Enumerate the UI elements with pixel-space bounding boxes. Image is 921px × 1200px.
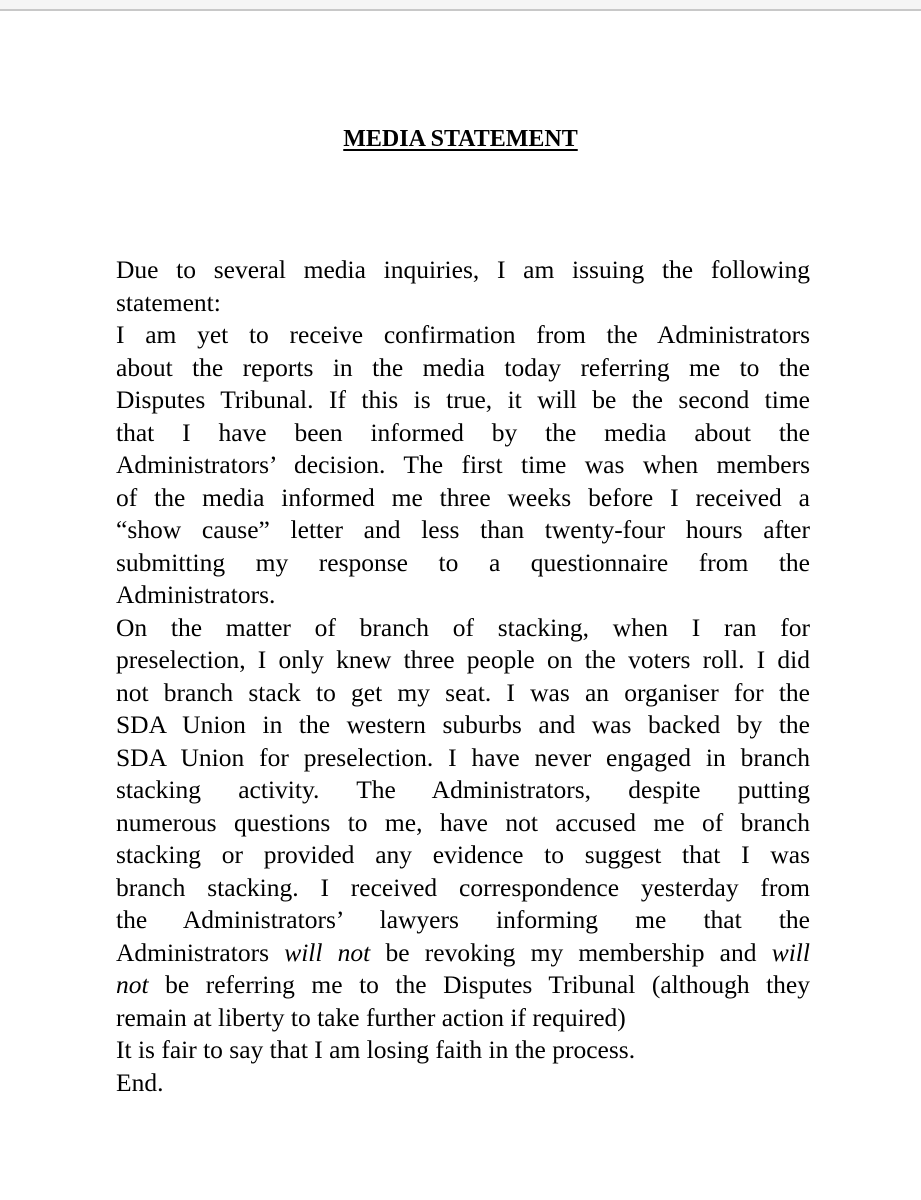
text-segment: about the reports in the media today referring me to the	[116, 352, 810, 382]
text-line	[116, 1002, 810, 1035]
text-line	[116, 384, 810, 417]
italic-text: not	[116, 970, 149, 999]
text-segment: stacking or provided any evidence to suggest that I was	[116, 840, 810, 869]
text-line	[116, 709, 810, 742]
text-segment: the Administrators’ lawyers informing me that the	[116, 905, 810, 934]
text-line	[116, 482, 810, 515]
text-line	[116, 612, 810, 645]
text-segment: Administrators	[116, 937, 285, 967]
text-segment: numerous questions to me, have not accused me of branch	[116, 807, 810, 837]
text-line	[116, 417, 810, 450]
text-segment: Administrators.	[116, 580, 276, 609]
text-segment: SDA Union for preselection. I have never engaged in branch	[116, 742, 810, 772]
text-line	[116, 774, 810, 807]
text-segment: of the media informed me three weeks before I received a	[116, 482, 810, 512]
text-segment: statement:	[116, 287, 221, 317]
italic-text: will not	[284, 937, 371, 967]
text-segment: I am yet to receive confirmation from the Administrators	[116, 320, 810, 349]
document-title: MEDIA STATEMENT	[343, 126, 578, 152]
text-segment: be revoking my membership and	[370, 937, 772, 967]
text-segment: preselection, I only knew three people on the voters roll. I did	[116, 645, 810, 674]
statement-body	[116, 254, 810, 1099]
text-segment: Disputes Tribunal. If this is true, it will be the second time	[116, 385, 810, 414]
text-line	[116, 547, 810, 580]
text-segment: stacking activity. The Administrators, despite putting	[116, 775, 810, 804]
text-line	[116, 742, 810, 775]
text-line	[116, 254, 810, 287]
text-segment: branch stacking. I received correspondence yesterday from	[116, 872, 810, 902]
text-segment: not branch stack to get my seat. I was an organiser for the	[116, 677, 810, 707]
text-segment: It is fair to say that I am losing faith in the process.	[116, 1035, 636, 1064]
text-segment: Due to several media inquiries, I am issuing the following	[116, 255, 810, 284]
text-line	[116, 287, 810, 320]
text-line	[116, 937, 810, 970]
text-line	[116, 319, 810, 352]
text-segment: remain at liberty to take further action if required)	[116, 1002, 626, 1032]
text-segment: End.	[116, 1067, 164, 1097]
text-line	[116, 1067, 810, 1100]
text-line	[116, 514, 810, 547]
text-segment: submitting my response to a questionnaire from the	[116, 547, 810, 577]
viewer-top-bar	[0, 0, 921, 11]
text-line	[116, 807, 810, 840]
text-line	[116, 839, 810, 872]
text-line	[116, 352, 810, 385]
text-line	[116, 579, 810, 612]
text-segment: Administrators’ decision. The first time was when members	[116, 450, 810, 479]
text-line	[116, 904, 810, 937]
text-segment: SDA Union in the western suburbs and was backed by the	[116, 710, 810, 739]
text-line	[116, 677, 810, 710]
text-segment: On the matter of branch of stacking, when I ran for	[116, 612, 810, 642]
text-line	[116, 449, 810, 482]
text-segment: be referring me to the Disputes Tribunal (although they	[148, 970, 810, 999]
text-line	[116, 872, 810, 905]
text-segment: “show cause” letter and less than twenty-four hours after	[116, 515, 810, 544]
text-line	[116, 644, 810, 677]
text-line	[116, 1034, 810, 1067]
italic-text: will	[771, 937, 810, 967]
text-segment: that I have been informed by the media about the	[116, 417, 810, 447]
text-line	[116, 969, 810, 1002]
